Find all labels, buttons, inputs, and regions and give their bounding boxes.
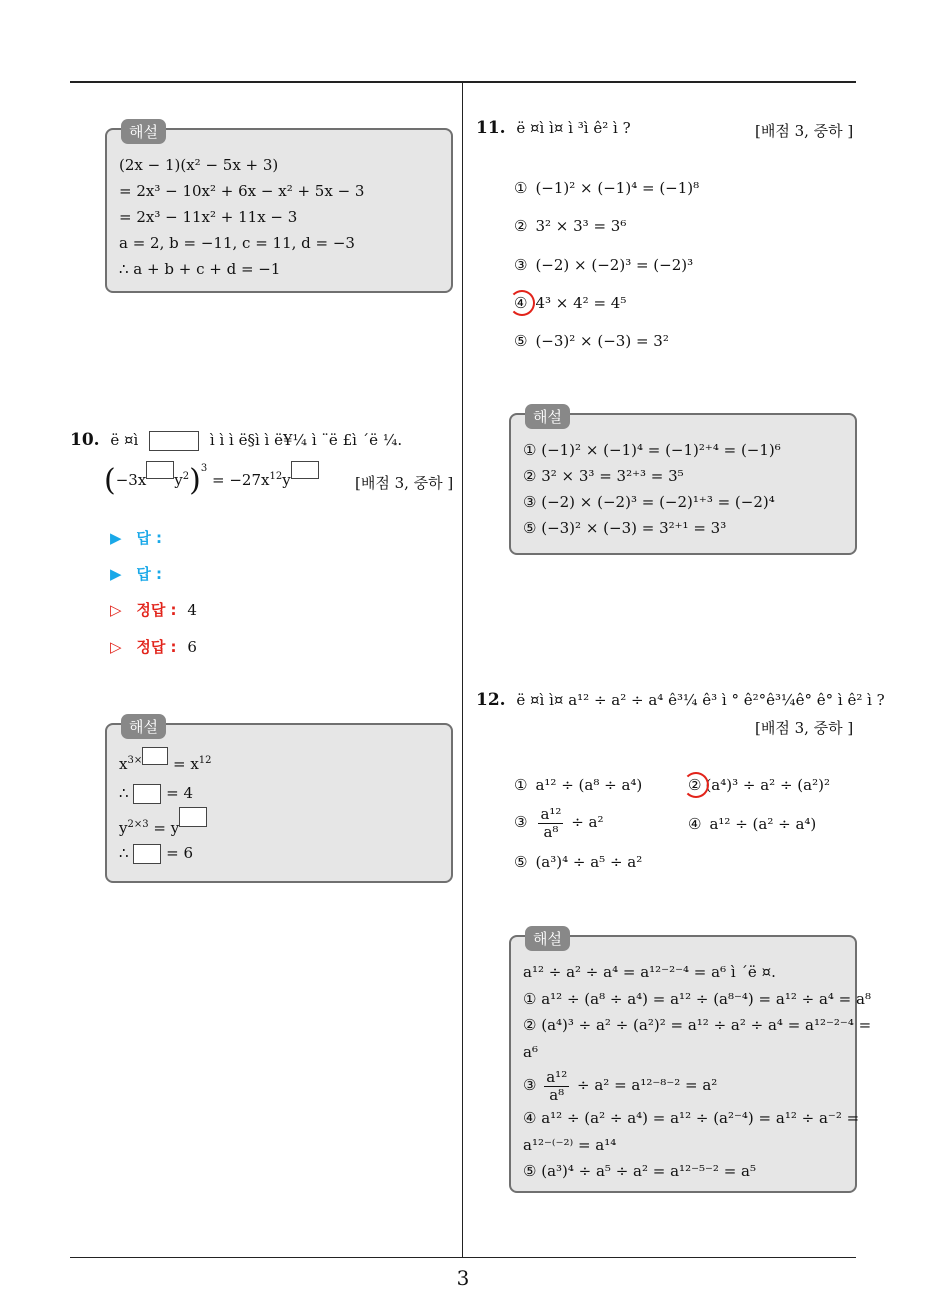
explanation-tag: 해설 xyxy=(525,404,570,429)
answer-blank xyxy=(149,431,199,451)
choice-text: a¹² ÷ (a² ÷ a⁴) xyxy=(709,815,817,833)
column-divider xyxy=(462,82,463,1258)
answer-label: 답 : xyxy=(136,565,163,583)
correct-answer-row xyxy=(110,636,197,657)
explanation-line: ∴ = 6 xyxy=(119,844,193,862)
choice-text: (a⁴)³ ÷ a² ÷ (a²)² xyxy=(705,776,830,794)
exponent-blank xyxy=(146,461,174,479)
choice-3[interactable] xyxy=(514,256,693,274)
explanation-line: $y^{2\times 3} = y$ xyxy=(119,807,439,839)
explanation-line: ∴ = 4 xyxy=(119,784,193,802)
choice-text: a¹² ÷ (a⁸ ÷ a⁴) xyxy=(535,776,643,794)
question-text: ë ¤ì ì¤ ì ³ì ê² ì ? xyxy=(516,119,631,137)
explanation-line: ③ $\frac{\text{a¹²}}{\text{a⁸}}$ ÷ a² = a¹²⁻⁸⁻² = a² xyxy=(523,1068,718,1104)
explanation-line: ⑤ (a³)⁴ ÷ a⁵ ÷ a² = a¹²⁻⁵⁻² = a⁵ xyxy=(523,1162,757,1180)
choice-text: 4³ × 4² = 4⁵ xyxy=(535,294,627,312)
q12-question xyxy=(476,690,885,710)
explanation-line: ③ (−2) × (−2)³ = (−2)¹⁺³ = (−2)⁴ xyxy=(523,493,775,511)
q12-score: [배점 3, 중하 ] xyxy=(755,719,854,737)
choice-number: ⑤ xyxy=(514,332,528,350)
choice-number: ① xyxy=(514,776,528,794)
choice-text: (−2) × (−2)³ = (−2)³ xyxy=(535,256,694,274)
outline-play-icon: ▷ xyxy=(110,601,122,619)
choice-number: ④ xyxy=(688,815,702,833)
explanation-line: = 2x³ − 10x² + 6x − x² + 5x − 3 xyxy=(119,182,365,200)
right-paren: ) xyxy=(189,463,201,498)
answer-label: 정답 : xyxy=(136,601,177,619)
explanation-line: ② 3² × 3³ = 3²⁺³ = 3⁵ xyxy=(523,467,684,485)
choice-2[interactable] xyxy=(688,776,830,794)
choice-5[interactable] xyxy=(514,332,669,350)
outline-play-icon: ▷ xyxy=(110,638,122,656)
explanation-tag: 해설 xyxy=(121,714,166,739)
q10-equation: (−3x $y^2)^3 = -27x^{12}y$ xyxy=(104,460,319,500)
question-number: 12. xyxy=(476,690,506,710)
q10-score: [배점 3, 중하 ] xyxy=(355,474,454,492)
choice-text: ÷ a² xyxy=(571,813,604,831)
q10-explanation-box xyxy=(105,718,453,883)
q10-question xyxy=(70,430,402,451)
explanation-line: a¹²⁻⁽⁻²⁾ = a¹⁴ xyxy=(523,1135,617,1154)
choice-3[interactable] xyxy=(514,802,604,842)
choice-1[interactable] xyxy=(514,776,642,794)
explanation-line: a = 2, b = −11, c = 11, d = −3 xyxy=(119,234,355,252)
bottom-rule xyxy=(70,1257,856,1258)
question-number: 11. xyxy=(476,118,506,138)
explanation-line: ④ a¹² ÷ (a² ÷ a⁴) = a¹² ÷ (a²⁻⁴) = a¹² ÷ a⁻² = xyxy=(523,1109,860,1127)
fraction: $\frac{\text{a¹²}}{\text{a⁸}}$ xyxy=(540,805,562,841)
choice-4[interactable] xyxy=(688,815,816,833)
q11-explanation-box xyxy=(509,408,857,555)
explanation-line: (2x − 1)(x² − 5x + 3) xyxy=(119,156,279,174)
q9-explanation-box xyxy=(105,123,453,293)
choice-number: ① xyxy=(514,179,528,197)
exponent-blank xyxy=(291,461,319,479)
fraction: $\frac{\text{a¹²}}{\text{a⁸}}$ xyxy=(546,1068,568,1104)
correct-answer-row xyxy=(110,599,197,620)
answer-label: 답 : xyxy=(136,529,163,547)
explanation-line: a¹² ÷ a² ÷ a⁴ = a¹²⁻²⁻⁴ = a⁶ ì ´ë ¤. xyxy=(523,963,776,981)
explanation-line: ② (a⁴)³ ÷ a² ÷ (a²)² = a¹² ÷ a² ÷ a⁴ = a¹²⁻²⁻⁴ = xyxy=(523,1016,872,1034)
explanation-tag: 해설 xyxy=(525,926,570,951)
explanation-tag: 해설 xyxy=(121,119,166,144)
choice-number: ⑤ xyxy=(514,853,528,871)
explanation-line: ① a¹² ÷ (a⁸ ÷ a⁴) = a¹² ÷ (a⁸⁻⁴) = a¹² ÷ a⁴ = a⁸ xyxy=(523,989,871,1008)
selected-answer-mark: ② xyxy=(688,776,702,794)
play-icon: ▶ xyxy=(110,529,122,547)
choice-text: (−1)² × (−1)⁴ = (−1)⁸ xyxy=(535,179,700,197)
answer-value: 6 xyxy=(187,638,197,656)
answer-label: 정답 : xyxy=(136,638,177,656)
top-rule xyxy=(70,81,856,83)
choice-text: (−3)² × (−3) = 3² xyxy=(535,332,669,350)
page-number: 3 xyxy=(456,1266,470,1290)
selected-answer-mark: ④ xyxy=(514,294,528,312)
left-paren: ( xyxy=(104,463,116,498)
q11-score: [배점 3, 중하 ] xyxy=(755,122,854,140)
choice-5[interactable] xyxy=(514,853,642,871)
explanation-line: ① (−1)² × (−1)⁴ = (−1)²⁺⁴ = (−1)⁶ xyxy=(523,441,781,459)
choice-text: 3² × 3³ = 3⁶ xyxy=(535,217,627,235)
choice-number: ③ xyxy=(514,813,528,831)
explanation-line: = 2x³ − 11x² + 11x − 3 xyxy=(119,208,298,226)
question-number: 10. xyxy=(70,430,100,450)
answer-row xyxy=(110,563,162,584)
answer-row xyxy=(110,527,162,548)
question-text: ë ¤ì xyxy=(110,431,139,449)
choice-1[interactable] xyxy=(514,179,699,197)
choice-4[interactable] xyxy=(514,294,626,312)
play-icon: ▶ xyxy=(110,565,122,583)
equation-rhs: = −27x xyxy=(212,471,270,489)
q12-explanation-box xyxy=(509,930,872,1193)
choice-text: (a³)⁴ ÷ a⁵ ÷ a² xyxy=(535,853,643,871)
explanation-line: a⁶ xyxy=(523,1042,538,1061)
explanation-line: $x^{3\times} = x^{12}$ xyxy=(119,747,439,779)
question-text: ë ¤ì ì¤ a¹² ÷ a² ÷ a⁴ ê³¼ ê³ ì ° ê²°ê³¼ê° ê° ì ê² ì ? xyxy=(516,691,885,709)
explanation-line: ∴ a + b + c + d = −1 xyxy=(119,260,281,278)
question-text: ì ì ì ë§ì ì ë¥¼ ì ¨ë £ì ´ë ¼. xyxy=(209,431,403,449)
answer-value: 4 xyxy=(187,601,197,619)
q11-question xyxy=(476,118,631,138)
choice-2[interactable] xyxy=(514,217,626,235)
explanation-line: ⑤ (−3)² × (−3) = 3²⁺¹ = 3³ xyxy=(523,519,727,537)
choice-number: ③ xyxy=(514,256,528,274)
choice-number: ② xyxy=(514,217,528,235)
